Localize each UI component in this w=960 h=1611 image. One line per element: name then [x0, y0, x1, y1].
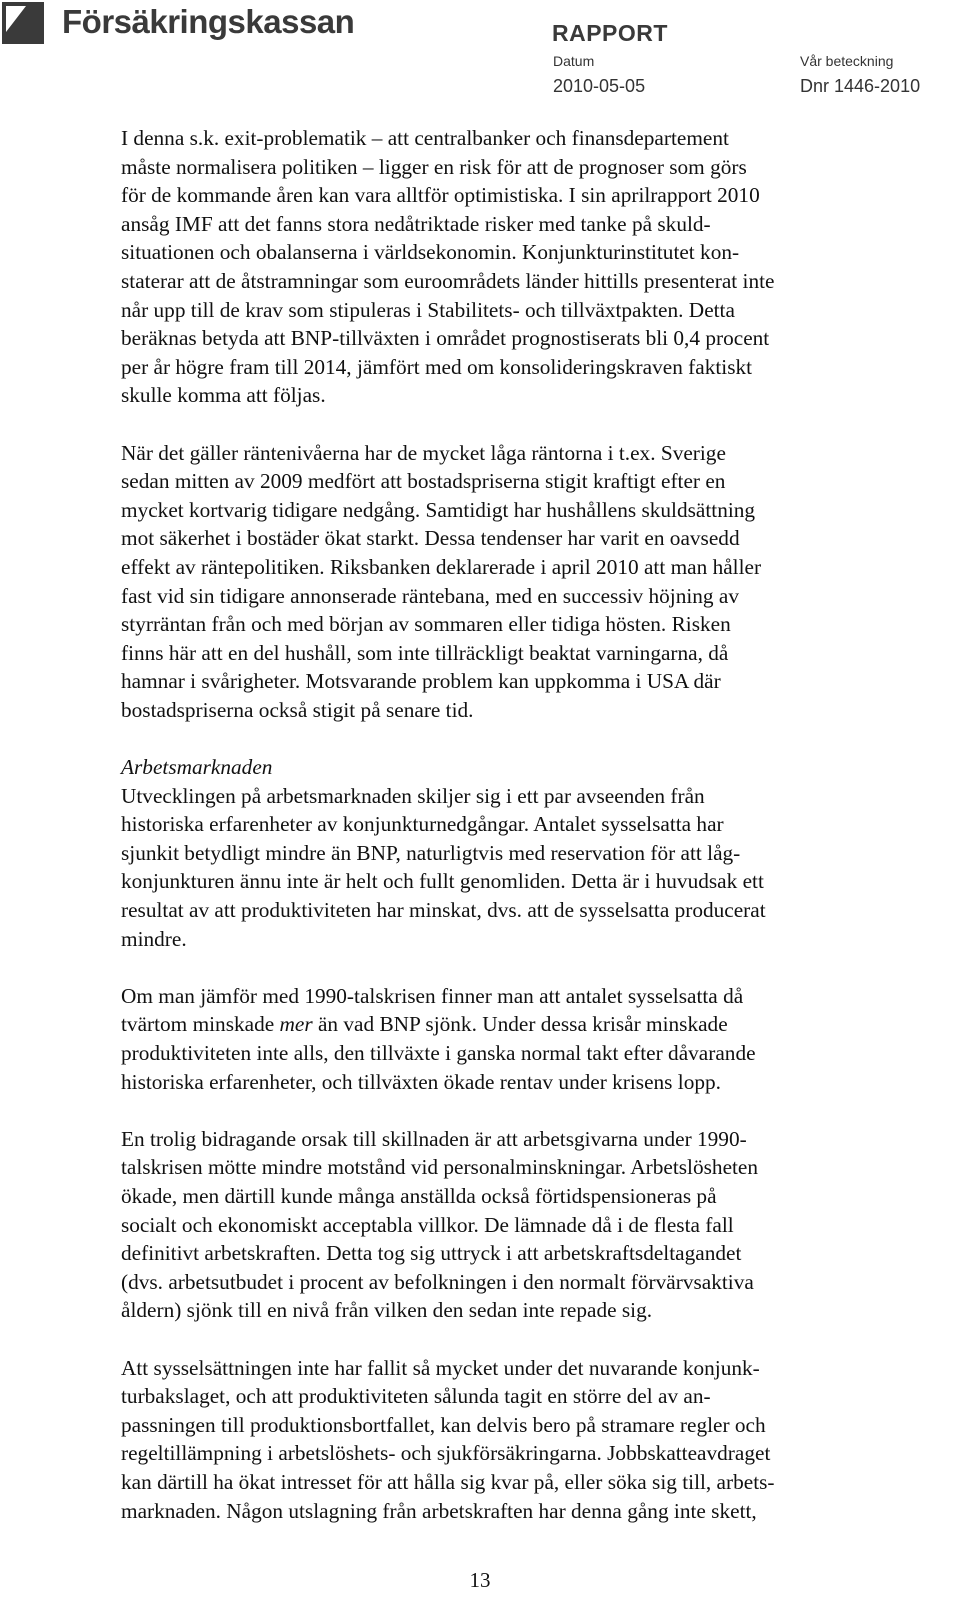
date-label: Datum — [553, 53, 595, 69]
paragraph-bidragande-orsak: En trolig bidragande orsak till skillnaden är att arbetsgivarna under 1990- talskrisen mötte mindre motstånd vid personalminskningar. Arbetslösheten ökade, men därtill kunde många anställda också förtidspensioneras på socialt och ekonomiskt acceptabla villkor. De lämnade då i de flesta fall definitivt arbetskraften. Detta tog sig uttryck i att arbetskraftsdeltagandet (dvs. arbetsutbudet i procent av befolkningen i den normalt förvärvsaktiva åldern) sjönk till en nivå från vilken den sedan inte repade sig. — [121, 1126, 759, 1323]
document-body — [121, 124, 881, 1525]
report-type-title: RAPPORT — [552, 20, 668, 46]
emphasis-text: mer — [279, 1012, 313, 1037]
page-number: 13 — [469, 1568, 491, 1592]
logo — [2, 2, 354, 44]
paragraph-rantenivaer: När det gäller räntenivåerna har de mycket låga räntorna i t.ex. Sverige sedan mitten av 2009 medfört att bostadspriserna stigit kraftigt efter en mycket kortvarig tidigare nedgång. Samtidigt har hushållens skuldsättning mot säkerhet i bostäder ökat starkt. Dessa tendenser har varit en oavsedd effekt av räntepolitiken. Riksbanken deklarerade i april 2010 att man håller fast vid sin tidigare annonserade räntebana, med en successiv höjning av styrräntan från och med början av sommaren eller tidiga hösten. Risken finns här att en del hushåll, som inte tillräckligt beaktat varningarna, då hamnar i svårigheter. Motsvarande problem kan uppkomma i USA där bostadspriserna också stigit på senare tid. — [121, 440, 762, 722]
paragraph-exit-problematik: I denna s.k. exit-problematik – att centralbanker och finansdepartement måste normalisera politiken – ligger en risk för att de prognoser som görs för de kommande åren kan vara alltför optimistiska. I sin aprilrapport 2010 ansåg IMF att det fanns stora nedåtriktade risker med tanke på skuld- situationen och obalanserna i världsekonomin. Konjunkturinstitutet kon- staterar att de åtstramningar som euroområdets länder hittills presenterat inte når upp till de krav som stipuleras i Stabilitets- och tillväxtpakten. Detta beräknas betyda att BNP-tillväxten i området prognostiserats bli 0,4 procent per år högre fram till 2014, jämfört med om konsolideringskraven faktiskt skulle komma att följas. — [121, 126, 775, 408]
forsakringskassan-logo-icon — [2, 2, 44, 44]
paragraph-arbetsmarknad-utveckling: Utvecklingen på arbetsmarknaden skiljer sig i ett par avseenden från historiska erfarenheter av konjunkturnedgångar. Antalet sysselsatta har sjunkit betydligt mindre än BNP, naturligtvis med reservation för att låg- konjunkturen ännu inte är helt och fullt genomliden. Detta är i huvudsak ett resultat av att produktiviteten har minskat, dvs. att de sysselsatta producerat mindre. — [121, 783, 766, 951]
page-header — [0, 0, 960, 110]
section-heading-arbetsmarknaden: Arbetsmarknaden — [121, 755, 273, 780]
paragraph-sysselsattning: Att sysselsättningen inte har fallit så mycket under det nuvarande konjunk- turbakslaget, och att produktiviteten sålunda tagit en större del av an- passningen till produktionsbortfallet, kan delvis bero på stramare regler och regeltillämpning i arbetslöshets- och sjukförsäkringarna. Jobbskatteavdraget kan därtill ha ökat intresset för att hålla sig kvar på, eller söka sig till, arbets- marknaden. Någon utslagning från arbetskraften har denna gång inte skett, — [121, 1355, 775, 1523]
logo-text: Försäkringskassan — [62, 3, 355, 40]
paragraph-text: än vad BNP sjönk. Under dessa krisår minskade produktiviteten inte alls, den tillväxte i ganska normal takt efter dåvarande historiska erfarenheter, och tillväxten ökade rentav under krisens lopp. — [121, 1012, 756, 1094]
reference-value: Dnr 1446-2010 — [800, 76, 921, 96]
paragraph-1990-talskrisen — [121, 982, 881, 1096]
date-value: 2010-05-05 — [553, 76, 646, 96]
paragraph-text: Om man jämför med 1990-talskrisen finner man att antalet sysselsatta då tvärtom minskade — [121, 983, 744, 1037]
reference-label: Vår beteckning — [800, 53, 894, 69]
